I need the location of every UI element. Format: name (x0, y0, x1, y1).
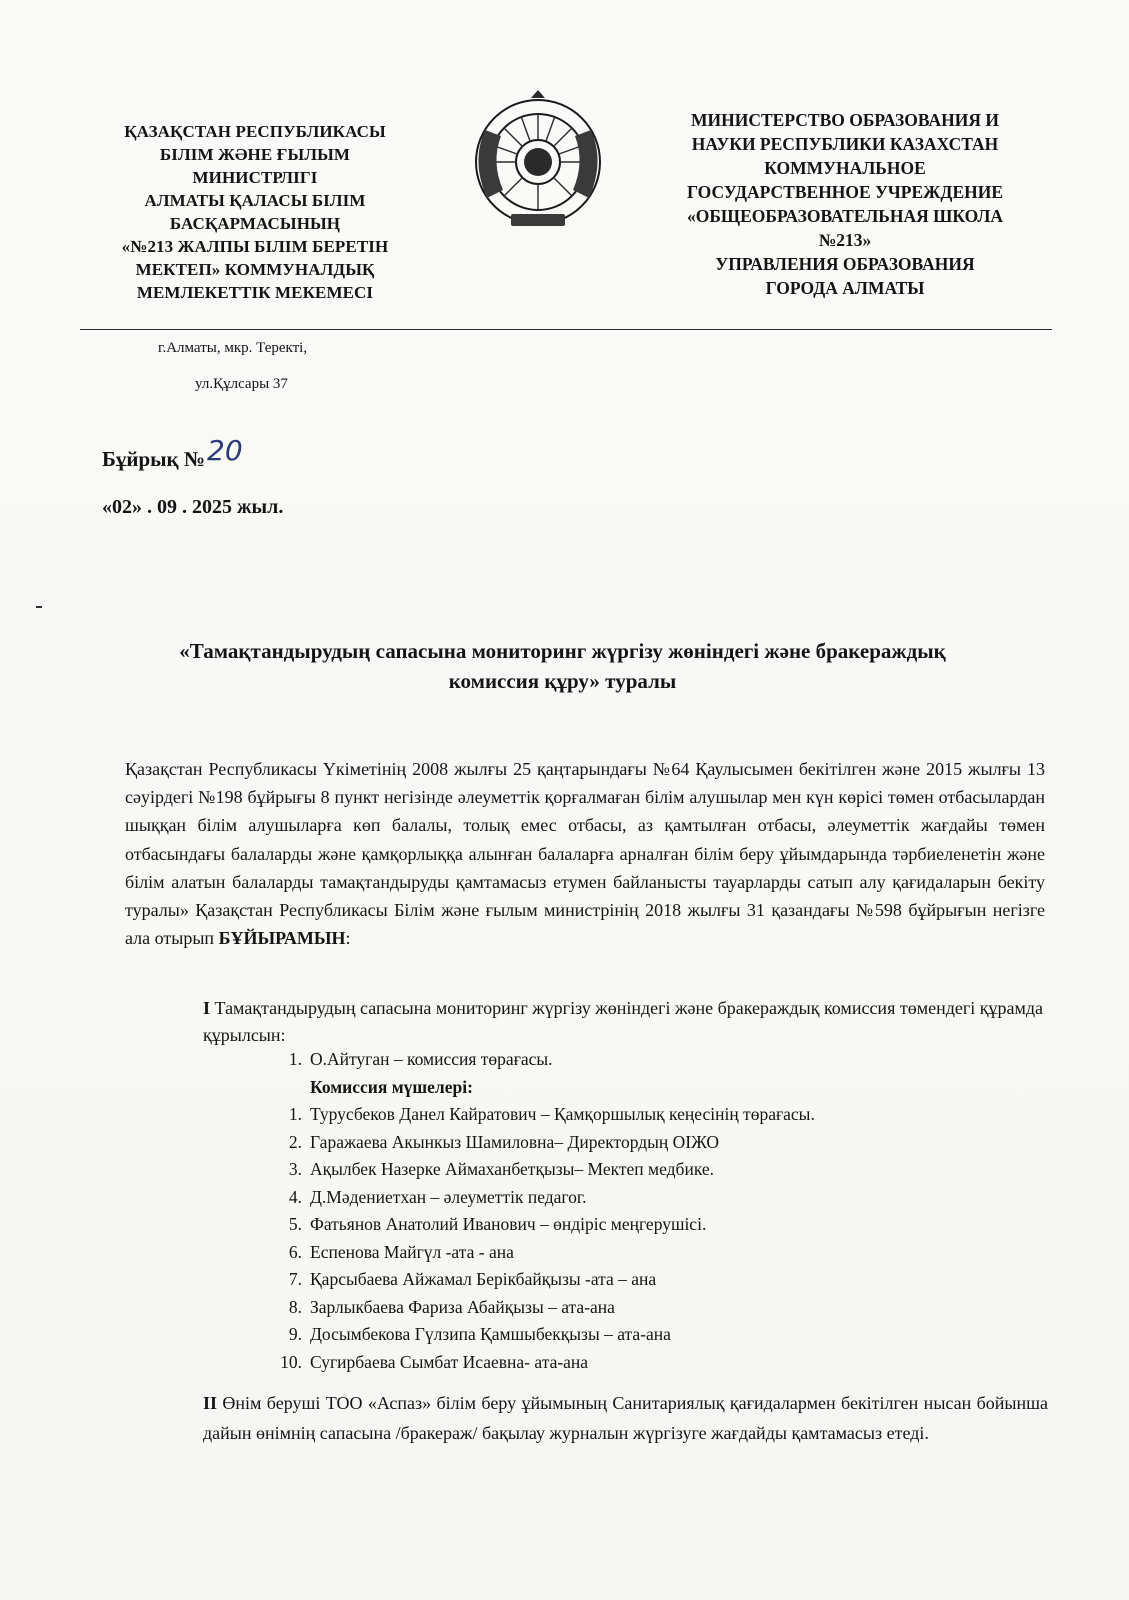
list-number: 5. (288, 1214, 302, 1234)
members-heading: Комиссия мүшелері: (310, 1076, 473, 1097)
member-item (272, 1156, 1032, 1184)
list-text: Д.Мәдениетхан – әлеуметтік педагог. (310, 1186, 587, 1207)
member-item (272, 1349, 1032, 1377)
preamble-end: : (345, 928, 351, 949)
list-text: О.Айтуган – комиссия төрағасы. (310, 1049, 553, 1069)
section-1 (203, 995, 1048, 1049)
order-label: Бұйрық № (102, 447, 206, 471)
header-kazakh (95, 120, 415, 304)
header-divider (80, 329, 1052, 330)
header-right-line: МИНИСТЕРСТВО ОБРАЗОВАНИЯ И (691, 110, 999, 130)
section-1-text: Тамақтандырудың сапасына мониторинг жүргізу жөніндегі және бракераждық комиссия төмендегі құрамда құрылсын: (203, 998, 1044, 1045)
member-item (272, 1266, 1032, 1294)
list-number: 6. (288, 1241, 302, 1262)
member-item (272, 1129, 1032, 1157)
list-number: 9. (288, 1324, 302, 1344)
header-right-line: №213» (818, 230, 872, 250)
header-left-line: МИНИСТРЛІГІ (192, 168, 318, 187)
header-left-line: БІЛІМ ЖӘНЕ ҒЫЛЫМ (159, 145, 351, 164)
list-text: Еспенова Майгүл -ата - ана (310, 1241, 514, 1262)
title-line: комиссия құру» туралы (448, 669, 677, 693)
list-number: 4. (288, 1186, 302, 1207)
list-text: Турусбеков Данел Кайратович – Қамқоршылық кеңесінің төрағасы. (310, 1104, 815, 1124)
list-number: 2. (288, 1131, 302, 1152)
header-left-line: АЛМАТЫ ҚАЛАСЫ БІЛІМ (144, 191, 366, 210)
order-number (102, 434, 243, 473)
address-line-2: ул.Құлсары 37 (195, 376, 288, 392)
list-number: 3. (288, 1159, 302, 1179)
header-left-line: «№213 ЖАЛПЫ БІЛІМ БЕРЕТІН (121, 237, 389, 256)
preamble-paragraph (125, 755, 1045, 952)
member-item (272, 1239, 1032, 1267)
header-left-line: МЕКТЕП» КОММУНАЛДЫҚ (135, 260, 375, 279)
order-date: «02» . 09 . 2025 жыл. (102, 496, 284, 518)
section-1-marker: I (203, 998, 211, 1018)
member-item (272, 1101, 1032, 1129)
list-number: 1. (288, 1104, 302, 1124)
list-number: 1. (288, 1049, 302, 1069)
commission-list (272, 1046, 1032, 1376)
list-text: Фатьянов Анатолий Иванович – өндіріс меңгерушісі. (310, 1214, 707, 1234)
list-text: Ақылбек Назерке Аймаханбетқызы– Мектеп медбике. (310, 1159, 715, 1179)
header-left-line: МЕМЛЕКЕТТІК МЕКЕМЕСІ (136, 283, 374, 302)
chair-item (272, 1046, 1032, 1074)
title-line: «Тамақтандырудың сапасына мониторинг жүргізу жөніндегі және бракераждық (179, 639, 946, 663)
header-right-line: НАУКИ РЕСПУБЛИКИ КАЗАХСТАН (691, 134, 999, 154)
list-number: 8. (288, 1296, 302, 1317)
list-text: Гаражаева Акынкыз Шамиловна– Директордың ОІЖО (310, 1131, 719, 1152)
list-text: Досымбекова Гүлзипа Қамшыбекқызы – ата-ана (310, 1324, 671, 1344)
header-right-line: «ОБЩЕОБРАЗОВАТЕЛЬНАЯ ШКОЛА (686, 206, 1004, 226)
member-item (272, 1321, 1032, 1349)
state-emblem-icon (463, 90, 613, 238)
list-text: Сугирбаева Сымбат Исаевна- ата-ана (310, 1351, 589, 1372)
document-title (70, 636, 1055, 696)
member-item (272, 1211, 1032, 1239)
order-number-handwritten: 20 (207, 434, 243, 467)
list-text: Қарсыбаева Айжамал Берікбайқызы -ата – ана (310, 1269, 657, 1289)
member-item (272, 1184, 1032, 1212)
address-line-1: г.Алматы, мкр. Теректі, (158, 340, 308, 356)
member-item (272, 1294, 1032, 1322)
header-right-line: ГОСУДАРСТВЕННОЕ УЧРЕЖДЕНИЕ (686, 182, 1004, 202)
scan-mark (36, 606, 42, 608)
preamble-text: Қазақстан Республикасы Үкіметінің 2008 жылғы 25 қаңтарындағы №64 Қаулысымен бекітілген және 2015 жылғы 13 сәуірдегі №198 бұйрығы 8 пункт негізінде әлеуметтік қорғалмаған білім алушылар мен күн көрісі төмен отбасылардан шыққан білім алушыларға көп балалы, толық емес отбасы, аз қамтылған отбасы, әлеуметтік жағдайы төмен отбасындағы балаларды және қамқорлыққа алынған балаларға арналған білім беру ұйымдарында тәрбиеленетін және білім алатын балаларды тамақтандыруды қамтамасыз етумен байланысты тауарларды сатып алу қағидаларын бекіту туралы» Қазақстан Республикасы Білім және ғылым министрінің 2018 жылғы 31 қазандағы №598 бұйрығын негізге ала отырып (125, 759, 1045, 949)
section-2-marker: II (203, 1393, 218, 1413)
header-russian (665, 108, 1025, 300)
header-left-line: БАСҚАРМАСЫНЫҢ (169, 214, 341, 233)
list-number: 7. (288, 1269, 302, 1289)
header-right-line: КОММУНАЛЬНОЕ (764, 158, 926, 178)
header-right-line: УПРАВЛЕНИЯ ОБРАЗОВАНИЯ (715, 254, 975, 274)
list-number: 10. (280, 1351, 302, 1372)
section-2-text: Өнім беруші ТОО «Аспаз» білім беру ұйымының Санитариялық қағидалармен бекітілген нысан бойынша дайын өнімнің сапасына /бракераж/ бақылау журналын жүргізуге жағдайды қамтамасыз етеді. (203, 1393, 1048, 1443)
section-2 (203, 1388, 1048, 1448)
preamble-emphasis: БҰЙЫРАМЫН (218, 928, 346, 949)
header-left-line: ҚАЗАҚСТАН РЕСПУБЛИКАСЫ (124, 122, 386, 141)
list-text: Зарлыкбаева Фариза Абайқызы – ата-ана (310, 1296, 615, 1317)
header-right-line: ГОРОДА АЛМАТЫ (765, 278, 925, 298)
